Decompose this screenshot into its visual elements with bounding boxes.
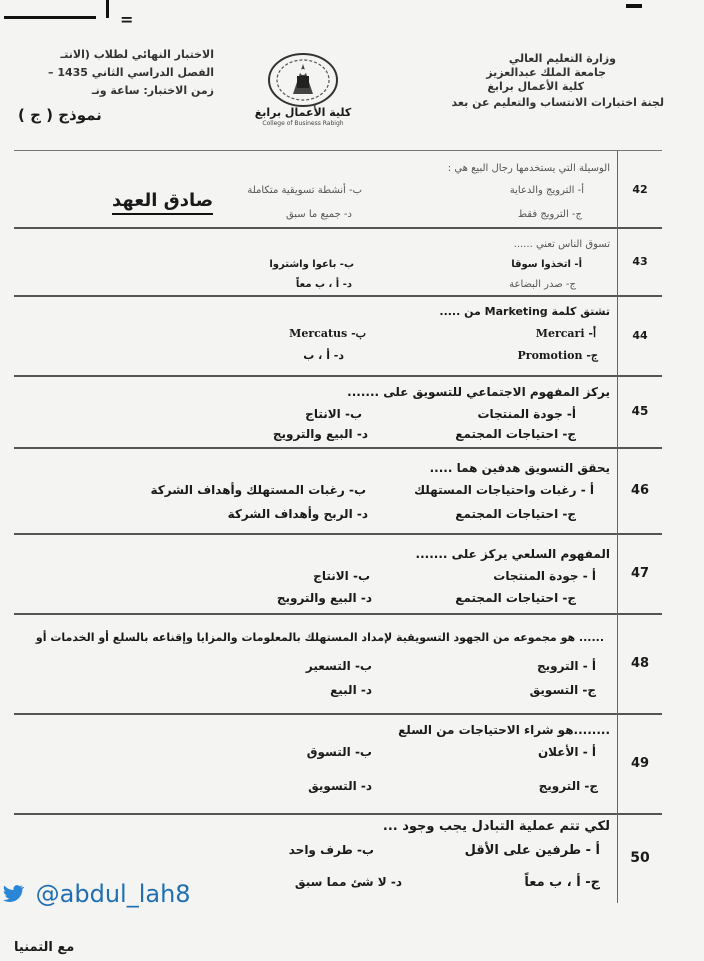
option-d[interactable]: د- لا شئ مما سبق (294, 875, 402, 889)
twitter-watermark (2, 880, 191, 909)
twitter-handle: @abdul_lah8 (35, 880, 191, 908)
option-b[interactable]: ب- طرف واحد (288, 843, 374, 857)
logo-text: كلية الأعمال برابغ (254, 106, 352, 119)
option-c[interactable]: ج- أ ، ب معاً (524, 875, 600, 890)
option-b[interactable]: ب- رغبات المستهلك وأهداف الشركة (150, 483, 366, 497)
option-d[interactable]: د- جميع ما سبق (285, 209, 352, 220)
option-b[interactable]: ب- باعوا واشتروا (269, 259, 354, 270)
option-c[interactable]: ج- الترويج (538, 779, 598, 793)
option-a[interactable]: أ- جودة المنتجات (477, 407, 576, 421)
question-number: 48 (617, 613, 662, 713)
stamp-name: صادق العهد (112, 190, 213, 215)
question-stem: ........هو شراء الاحتياجات من السلع (398, 723, 610, 737)
option-b[interactable]: Mercatus -ب (289, 327, 366, 340)
option-b[interactable]: ب- التسعير (305, 659, 372, 673)
question-row-45 (14, 375, 662, 449)
top-dash-mark (626, 4, 642, 8)
header-university: جامعة الملك عبدالعزيز (486, 66, 606, 79)
option-d[interactable]: د- البيع والترويج (272, 427, 368, 441)
question-number: 44 (617, 295, 662, 375)
question-row-46 (14, 447, 662, 535)
option-c[interactable]: ج- الترويج فقط (517, 209, 582, 220)
question-stem: يركز المفهوم الاجتماعي للتسويق على ....... (347, 385, 610, 399)
option-a[interactable]: Mercari -أ (535, 327, 596, 340)
question-row-48 (14, 613, 662, 715)
model-label: نموذج ( ج ) (18, 106, 102, 124)
question-stem: يحقق التسويق هدفين هما ..... (429, 461, 610, 475)
header-exam-title: الاختبار النهائي لطلاب (الانتـ (60, 48, 214, 61)
header-ministry: وزارة التعليم العالي (508, 52, 616, 65)
question-number: 43 (617, 227, 662, 295)
option-d[interactable]: د- الربح وأهداف الشركة (227, 507, 368, 521)
top-rule-tick (96, 0, 109, 18)
header-college: كلية الأعمال برابغ (487, 80, 584, 93)
option-c[interactable]: ج- احتياجات المجتمع (455, 507, 576, 521)
option-a[interactable]: أ- الترويج والدعاية (509, 185, 584, 196)
question-number: 46 (617, 447, 662, 533)
header-exam-time: زمن الاختبار: ساعة ونـ (91, 84, 214, 97)
footer-text: مع التمنيا (14, 940, 75, 955)
option-b[interactable]: ب- التسوق (306, 745, 372, 759)
question-stem: الوسيلة التي يستخدمها رجال البيع هي : (447, 163, 610, 174)
option-c[interactable]: ج- احتياجات المجتمع (455, 427, 576, 441)
option-a[interactable]: أ - جودة المنتجات (493, 569, 596, 583)
option-a[interactable]: أ - الترويج (536, 659, 596, 673)
option-c[interactable]: ج- صدر البضاعة (509, 279, 576, 290)
option-b[interactable]: ب- الانتاج (313, 569, 370, 583)
option-c[interactable]: ج- احتياجات المجتمع (455, 591, 576, 605)
option-a[interactable]: أ - الأعلان (537, 745, 596, 759)
twitter-bird-icon (2, 881, 24, 909)
header-committee: لجنة اختبارات الانتساب والتعليم عن بعد (451, 96, 664, 109)
option-c[interactable]: Promotion -ج (517, 349, 598, 362)
question-number: 42 (617, 151, 662, 227)
header-semester: الفصل الدراسي الثاني 1435 – (47, 66, 214, 79)
question-row-47 (14, 533, 662, 615)
top-rule-mark (4, 4, 96, 19)
question-row-44 (14, 295, 662, 377)
option-a[interactable]: أ - طرفين على الأقل (464, 843, 600, 858)
question-number: 49 (617, 713, 662, 813)
question-number: 50 (617, 813, 662, 903)
question-stem: تشتق كلمة Marketing من ..... (439, 305, 610, 318)
option-d[interactable]: د- التسويق (308, 779, 372, 793)
question-stem: المفهوم السلعي يركز على ....... (415, 547, 610, 561)
option-a[interactable]: أ - رغبات واحتياجات المستهلك (414, 483, 594, 497)
option-a[interactable]: أ- اتخذوا سوقا (511, 259, 582, 270)
question-row-49 (14, 713, 662, 815)
logo-subtext: College of Business Rabigh (262, 120, 344, 127)
question-stem: لكي تتم عملية التبادل يجب وجود ... (382, 819, 610, 834)
question-stem: ...... هو مجموعه من الجهود التسويقية لإمداد المستهلك بالمعلومات والمزايا وإقناعه بالسلع أو الخدمات أو (35, 631, 604, 644)
question-number: 47 (617, 533, 662, 613)
question-stem: تسوق الناس تعني ...... (513, 239, 610, 250)
option-d[interactable]: د- البيع والترويج (276, 591, 372, 605)
top-mark: = (120, 10, 134, 29)
college-logo (244, 50, 362, 130)
option-d[interactable]: د- أ ، ب (303, 349, 344, 362)
question-row-43 (14, 227, 662, 297)
question-number: 45 (617, 375, 662, 447)
questions-table (14, 150, 662, 903)
option-c[interactable]: ج- التسويق (529, 683, 596, 697)
option-d[interactable]: د- أ ، ب معاً (295, 279, 352, 290)
option-b[interactable]: ب- الانتاج (305, 407, 362, 421)
option-b[interactable]: ب- أنشطة تسويقية متكاملة (247, 185, 362, 196)
option-d[interactable]: د- البيع (330, 683, 372, 697)
